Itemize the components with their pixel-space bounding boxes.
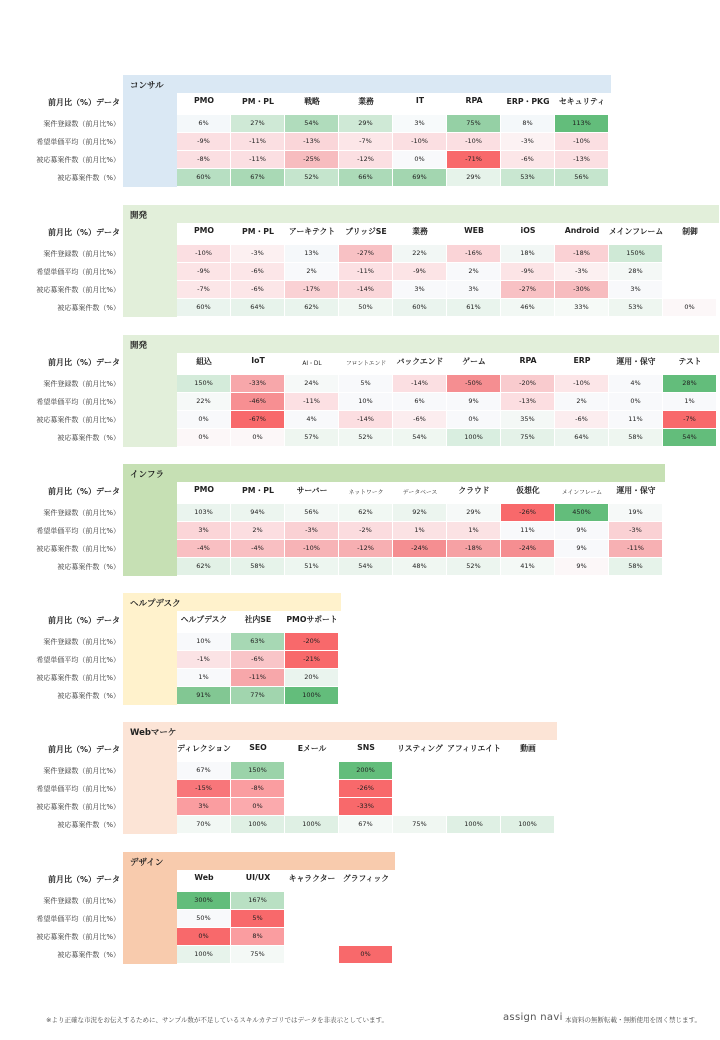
column-header: 制御 <box>682 227 698 236</box>
data-cell: 4% <box>609 375 662 392</box>
data-cell: 100% <box>447 429 500 446</box>
column-header: データベース <box>402 490 438 496</box>
data-cell: 27% <box>231 115 284 132</box>
column-header: Android <box>564 226 600 235</box>
data-cell: -14% <box>339 281 392 298</box>
data-cell: 64% <box>231 299 284 316</box>
data-cell: 62% <box>339 504 392 521</box>
data-cell: -9% <box>177 263 230 280</box>
row-label: 被応募案件数（前月比%） <box>36 674 120 682</box>
data-cell: 19% <box>609 504 662 521</box>
data-cell: -3% <box>231 245 284 262</box>
column-header: テスト <box>678 357 702 366</box>
data-cell: 54% <box>285 115 338 132</box>
data-cell: 67% <box>339 816 392 833</box>
data-cell: 52% <box>447 558 500 575</box>
column-header: アーキテクト <box>288 227 336 236</box>
column-header: メインフレーム <box>561 490 603 496</box>
row-label: 被応募案件数（%） <box>57 563 120 571</box>
data-cell: 62% <box>285 299 338 316</box>
data-cell: 0% <box>447 411 500 428</box>
data-cell: 58% <box>231 558 284 575</box>
section-band-left <box>123 593 177 705</box>
data-cell: -20% <box>285 633 338 650</box>
data-cell: 57% <box>285 429 338 446</box>
data-cell: 50% <box>339 299 392 316</box>
data-cell: 60% <box>177 169 230 186</box>
data-cell: 10% <box>177 633 230 650</box>
row-label: 被応募案件数（前月比%） <box>36 416 120 424</box>
data-cell: 75% <box>501 429 554 446</box>
data-cell: 69% <box>393 169 446 186</box>
column-header: ゲーム <box>462 357 486 366</box>
column-header: ネットワーク <box>348 490 384 496</box>
section-2 <box>0 335 720 465</box>
data-cell: -8% <box>231 780 284 797</box>
data-cell: 167% <box>231 892 284 909</box>
data-cell: -10% <box>555 375 608 392</box>
column-header: 運用・保守 <box>616 357 656 366</box>
data-cell: -3% <box>555 263 608 280</box>
data-cell: -71% <box>447 151 500 168</box>
data-cell: 0% <box>231 798 284 815</box>
data-cell: 61% <box>447 299 500 316</box>
row-label: 被応募案件数（%） <box>57 174 120 182</box>
column-header: PM・PL <box>242 486 274 495</box>
column-header: SNS <box>357 743 375 752</box>
row-label: 案件登録数（前月比%） <box>43 509 120 517</box>
column-header: 運用・保守 <box>616 486 656 495</box>
data-cell: -18% <box>555 245 608 262</box>
column-header: キャラクター <box>288 874 336 883</box>
data-cell: 4% <box>285 411 338 428</box>
data-cell: -20% <box>501 375 554 392</box>
data-cell: -6% <box>231 281 284 298</box>
data-cell: 150% <box>177 375 230 392</box>
data-cell: -11% <box>231 151 284 168</box>
data-cell: 75% <box>447 115 500 132</box>
data-cell: -10% <box>555 133 608 150</box>
data-cell: 150% <box>609 245 662 262</box>
column-header: メインフレーム <box>609 227 664 236</box>
column-header: WEB <box>464 226 484 235</box>
row-label: 被応募案件数（%） <box>57 821 120 829</box>
data-cell: 450% <box>555 504 608 521</box>
data-cell: 28% <box>609 263 662 280</box>
data-cell: 53% <box>609 299 662 316</box>
data-cell: -9% <box>501 263 554 280</box>
column-header: ディレクション <box>177 744 231 753</box>
section-band <box>123 464 665 482</box>
data-cell: -10% <box>285 540 338 557</box>
data-cell: 11% <box>501 522 554 539</box>
data-cell: 67% <box>231 169 284 186</box>
section-title: 開発 <box>130 341 148 351</box>
data-cell: -10% <box>393 133 446 150</box>
data-cell: 100% <box>285 687 338 704</box>
data-cell: 92% <box>393 504 446 521</box>
column-header: PMO <box>193 96 215 105</box>
data-cell: 33% <box>555 299 608 316</box>
section-title: ヘルプデスク <box>130 599 181 609</box>
column-header: サーバー <box>296 486 328 495</box>
data-cell: -12% <box>339 151 392 168</box>
column-header: PMO <box>193 226 215 235</box>
data-cell: -27% <box>501 281 554 298</box>
section-band-left <box>123 75 177 187</box>
footer-note: ※より正確な市況をお伝えするために、サンプル数が不足しているスキルカテゴリではデータを非表示としています。 <box>46 1016 389 1024</box>
data-cell: -10% <box>177 245 230 262</box>
data-cell: 150% <box>231 762 284 779</box>
header-label: 前月比（%）データ <box>47 358 120 367</box>
data-cell: 94% <box>231 504 284 521</box>
data-cell: 70% <box>177 816 230 833</box>
data-cell: 75% <box>393 816 446 833</box>
data-cell: 52% <box>285 169 338 186</box>
column-header: アフィリエイト <box>447 744 501 753</box>
data-cell: -3% <box>609 522 662 539</box>
data-cell: 100% <box>285 816 338 833</box>
data-cell: 60% <box>177 299 230 316</box>
data-cell: 64% <box>555 429 608 446</box>
data-cell: 3% <box>609 281 662 298</box>
data-cell: 3% <box>447 281 500 298</box>
data-cell: 103% <box>177 504 230 521</box>
column-header: PM・PL <box>242 97 274 106</box>
data-cell: 54% <box>393 429 446 446</box>
header-label: 前月比（%）データ <box>47 228 120 237</box>
data-cell: 41% <box>501 558 554 575</box>
data-cell: -26% <box>339 780 392 797</box>
section-1 <box>0 205 720 335</box>
data-cell: 22% <box>177 393 230 410</box>
data-cell: 56% <box>555 169 608 186</box>
data-cell: -21% <box>285 651 338 668</box>
row-label: 被応募案件数（%） <box>57 951 120 959</box>
data-cell: -13% <box>555 151 608 168</box>
section-title: インフラ <box>130 470 165 480</box>
data-cell: 28% <box>663 375 716 392</box>
data-cell: -10% <box>447 133 500 150</box>
header-label: 前月比（%）データ <box>47 616 120 625</box>
data-cell: 300% <box>177 892 230 909</box>
data-cell: 3% <box>393 281 446 298</box>
column-header: セキュリティ <box>558 97 605 106</box>
data-cell: 9% <box>555 522 608 539</box>
data-cell: 54% <box>663 429 716 446</box>
column-header: iOS <box>520 226 536 235</box>
data-cell: 2% <box>231 522 284 539</box>
data-cell: 24% <box>285 375 338 392</box>
column-header: RPA <box>519 356 537 365</box>
row-label: 案件登録数（前月比%） <box>43 767 120 775</box>
data-cell: 113% <box>555 115 608 132</box>
column-header: Eメール <box>297 744 327 753</box>
section-band <box>123 75 611 93</box>
section-5 <box>0 722 720 852</box>
data-cell: 91% <box>177 687 230 704</box>
data-cell: -13% <box>285 133 338 150</box>
data-cell: -14% <box>393 375 446 392</box>
data-cell: -9% <box>177 133 230 150</box>
section-title: 開発 <box>130 211 148 221</box>
data-cell: -17% <box>285 281 338 298</box>
column-header: UI/UX <box>245 873 271 882</box>
column-header: 仮想化 <box>516 486 540 495</box>
column-header: 組込 <box>196 357 212 366</box>
section-4 <box>0 593 720 723</box>
data-cell: 0% <box>393 151 446 168</box>
data-cell: 100% <box>447 816 500 833</box>
data-cell: -7% <box>663 411 716 428</box>
row-label: 被応募案件数（前月比%） <box>36 156 120 164</box>
data-cell: -30% <box>555 281 608 298</box>
data-cell: 60% <box>393 299 446 316</box>
row-label: 希望単価平均（前月比%） <box>36 915 120 923</box>
section-title: Webマーケ <box>130 728 177 738</box>
row-label: 被応募案件数（%） <box>57 434 120 442</box>
data-cell: -11% <box>285 393 338 410</box>
column-header: グラフィック <box>342 874 390 883</box>
section-band-left <box>123 722 177 834</box>
data-cell: 5% <box>231 910 284 927</box>
section-band-left <box>123 335 177 447</box>
data-cell: -7% <box>339 133 392 150</box>
data-cell: 67% <box>177 762 230 779</box>
column-header: IT <box>415 96 425 105</box>
data-cell: 53% <box>501 169 554 186</box>
data-cell: -1% <box>177 651 230 668</box>
data-cell: 8% <box>231 928 284 945</box>
row-label: 被応募案件数（前月比%） <box>36 545 120 553</box>
data-cell: 3% <box>177 522 230 539</box>
data-cell: 0% <box>177 429 230 446</box>
row-label: 被応募案件数（%） <box>57 692 120 700</box>
row-label: 案件登録数（前月比%） <box>43 120 120 128</box>
data-cell: 1% <box>177 669 230 686</box>
data-cell: 20% <box>285 669 338 686</box>
data-cell: 46% <box>501 299 554 316</box>
data-cell: -33% <box>231 375 284 392</box>
data-cell: -11% <box>609 540 662 557</box>
column-header: 動画 <box>520 744 536 753</box>
column-header: 業務 <box>358 97 374 106</box>
data-cell: -6% <box>501 151 554 168</box>
section-band <box>123 205 719 223</box>
row-label: 希望単価平均（前月比%） <box>36 138 120 146</box>
data-cell: 2% <box>447 263 500 280</box>
data-cell: 200% <box>339 762 392 779</box>
data-cell: -67% <box>231 411 284 428</box>
data-cell: 62% <box>177 558 230 575</box>
column-header: 戦略 <box>304 97 320 106</box>
data-cell: 1% <box>447 522 500 539</box>
data-cell: 6% <box>177 115 230 132</box>
data-cell: -2% <box>339 522 392 539</box>
data-cell: 5% <box>339 375 392 392</box>
data-cell: 0% <box>663 299 716 316</box>
data-cell: 0% <box>339 946 392 963</box>
data-cell: -33% <box>339 798 392 815</box>
section-3 <box>0 464 720 594</box>
data-cell: 22% <box>393 245 446 262</box>
data-cell: 10% <box>339 393 392 410</box>
column-header: ヘルプデスク <box>180 615 228 624</box>
data-cell: -16% <box>447 245 500 262</box>
data-cell: -11% <box>231 669 284 686</box>
section-band-left <box>123 205 177 317</box>
copyright-note: 本資料の無断転載・無断使用を固く禁じます。 <box>565 1016 701 1024</box>
row-label: 被応募案件数（%） <box>57 304 120 312</box>
data-cell: 2% <box>285 263 338 280</box>
data-cell: -8% <box>177 151 230 168</box>
data-cell: 54% <box>339 558 392 575</box>
data-cell: 8% <box>501 115 554 132</box>
data-cell: 100% <box>501 816 554 833</box>
data-cell: -27% <box>339 245 392 262</box>
data-cell: 75% <box>231 946 284 963</box>
data-cell: 3% <box>177 798 230 815</box>
row-label: 案件登録数（前月比%） <box>43 638 120 646</box>
row-label: 被応募案件数（前月比%） <box>36 803 120 811</box>
data-cell: -18% <box>447 540 500 557</box>
data-cell: 52% <box>339 429 392 446</box>
column-header: PMOサポート <box>286 615 338 624</box>
data-cell: -3% <box>285 522 338 539</box>
data-cell: 35% <box>501 411 554 428</box>
column-header: PM・PL <box>242 227 274 236</box>
data-cell: 18% <box>501 245 554 262</box>
column-header: ERP <box>573 356 591 365</box>
data-cell: 63% <box>231 633 284 650</box>
section-6 <box>0 852 720 982</box>
column-header: RPA <box>465 96 483 105</box>
data-cell: -50% <box>447 375 500 392</box>
data-cell: -6% <box>231 263 284 280</box>
column-header: Web <box>194 873 214 882</box>
data-cell: -9% <box>393 263 446 280</box>
row-label: 案件登録数（前月比%） <box>43 250 120 258</box>
row-label: 希望単価平均（前月比%） <box>36 268 120 276</box>
data-cell: 66% <box>339 169 392 186</box>
data-cell: 58% <box>609 429 662 446</box>
data-cell: 9% <box>447 393 500 410</box>
data-cell: 0% <box>231 429 284 446</box>
column-header: ERP・PKG <box>506 97 550 106</box>
section-band <box>123 722 557 740</box>
row-label: 希望単価平均（前月比%） <box>36 785 120 793</box>
column-header: 社内SE <box>244 615 272 624</box>
data-cell: 77% <box>231 687 284 704</box>
row-label: 被応募案件数（前月比%） <box>36 933 120 941</box>
data-cell: -15% <box>177 780 230 797</box>
data-cell: 9% <box>555 540 608 557</box>
column-header: 業務 <box>412 227 428 236</box>
data-cell: 1% <box>663 393 716 410</box>
data-cell: -13% <box>501 393 554 410</box>
row-label: 被応募案件数（前月比%） <box>36 286 120 294</box>
data-cell: 50% <box>177 910 230 927</box>
data-cell: -12% <box>339 540 392 557</box>
data-cell: -46% <box>231 393 284 410</box>
data-cell: -6% <box>393 411 446 428</box>
row-label: 希望単価平均（前月比%） <box>36 656 120 664</box>
section-band <box>123 335 719 353</box>
data-cell: 0% <box>177 928 230 945</box>
column-header: リスティング <box>397 744 443 753</box>
data-cell: 2% <box>555 393 608 410</box>
data-cell: -11% <box>339 263 392 280</box>
data-cell: 29% <box>447 169 500 186</box>
data-cell: -11% <box>231 133 284 150</box>
data-cell: 51% <box>285 558 338 575</box>
data-cell: 0% <box>177 411 230 428</box>
data-cell: -24% <box>501 540 554 557</box>
data-cell: 58% <box>609 558 662 575</box>
data-cell: -4% <box>177 540 230 557</box>
section-band-left <box>123 464 177 576</box>
row-label: 希望単価平均（前月比%） <box>36 527 120 535</box>
column-header: クラウド <box>458 486 490 495</box>
data-cell: 0% <box>609 393 662 410</box>
data-cell: 3% <box>393 115 446 132</box>
data-cell: -7% <box>177 281 230 298</box>
data-cell: -6% <box>231 651 284 668</box>
data-cell: -4% <box>231 540 284 557</box>
data-cell: 29% <box>339 115 392 132</box>
section-0 <box>0 75 720 205</box>
data-cell: 1% <box>393 522 446 539</box>
row-label: 希望単価平均（前月比%） <box>36 398 120 406</box>
header-label: 前月比（%）データ <box>47 487 120 496</box>
data-cell: 48% <box>393 558 446 575</box>
data-cell: 56% <box>285 504 338 521</box>
row-label: 案件登録数（前月比%） <box>43 897 120 905</box>
column-header: バックエンド <box>396 357 444 366</box>
header-label: 前月比（%）データ <box>47 745 120 754</box>
data-cell: 13% <box>285 245 338 262</box>
data-cell: 29% <box>447 504 500 521</box>
data-cell: 9% <box>555 558 608 575</box>
data-cell: -26% <box>501 504 554 521</box>
section-band-left <box>123 852 177 964</box>
data-cell: -3% <box>501 133 554 150</box>
column-header: IoT <box>251 356 265 365</box>
data-cell: -24% <box>393 540 446 557</box>
column-header: SEO <box>249 743 267 752</box>
data-cell: 11% <box>609 411 662 428</box>
column-header: PMO <box>193 485 215 494</box>
brand-logo: assign navi <box>503 1012 563 1023</box>
row-label: 案件登録数（前月比%） <box>43 380 120 388</box>
data-cell: -14% <box>339 411 392 428</box>
column-header: ブリッジSE <box>345 227 387 236</box>
column-header: フロントエンド <box>345 361 387 367</box>
header-label: 前月比（%）データ <box>47 875 120 884</box>
data-cell: 6% <box>393 393 446 410</box>
data-cell: -25% <box>285 151 338 168</box>
data-cell: 100% <box>231 816 284 833</box>
column-header: AI・DL <box>302 361 322 367</box>
section-title: コンサル <box>130 81 164 91</box>
header-label: 前月比（%）データ <box>47 98 120 107</box>
data-cell: 100% <box>177 946 230 963</box>
section-title: デザイン <box>130 858 164 868</box>
data-cell: -6% <box>555 411 608 428</box>
